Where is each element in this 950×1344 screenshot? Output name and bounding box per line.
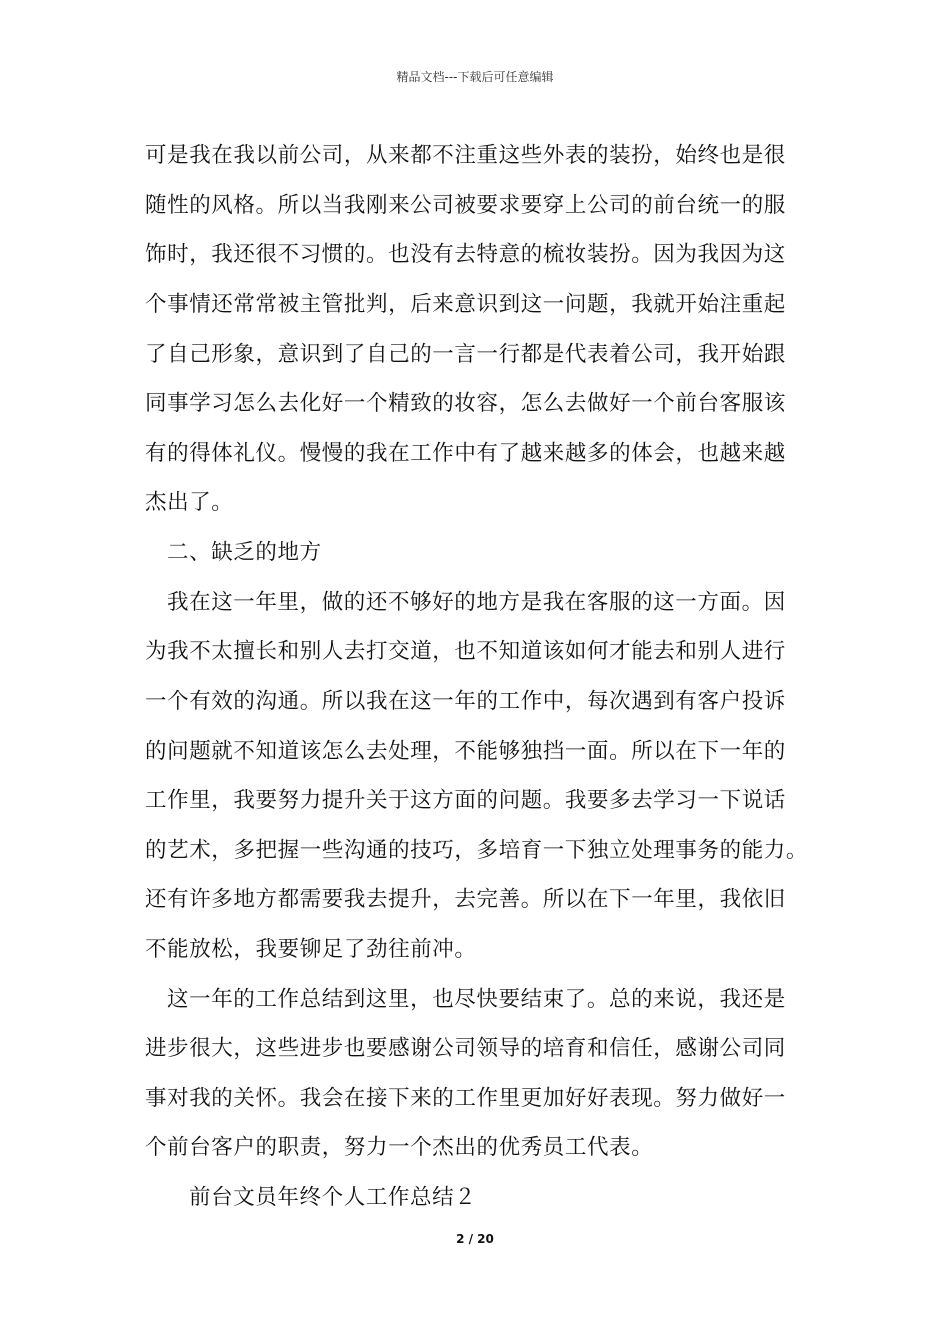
body-line: 一个有效的沟通。所以我在这一年的工作中，每次遇到有客户投诉: [145, 689, 786, 714]
body-line: 这一年的工作总结到这里，也尽快要结束了。总的来说，我还是: [167, 987, 786, 1012]
body-line: 饰时，我还很不习惯的。也没有去特意的梳妆装扮。因为我因为这: [145, 242, 786, 267]
body-line: 个事情还常常被主管批判，后来意识到这一问题，我就开始注重起: [145, 292, 786, 317]
body-line: 有的得体礼仪。慢慢的我在工作中有了越来越多的体会，也越来越: [145, 441, 786, 466]
body-line: 进步很大，这些进步也要感谢公司领导的培育和信任，感谢公司同: [145, 1036, 786, 1061]
document-subtitle: 前台文员年终个人工作总结２: [189, 1185, 477, 1210]
body-line: 为我不太擅长和别人去打交道，也不知道该如何才能去和别人进行: [145, 639, 786, 664]
page-header: 精品文档---下载后可任意编辑: [396, 70, 554, 84]
body-line: 事对我的关怀。我会在接下来的工作里更加好好表现。努力做好一: [145, 1086, 786, 1111]
body-line: 同事学习怎么去化好一个精致的妆容，怎么去做好一个前台客服该: [145, 391, 786, 416]
body-line: 个前台客户的职责，努力一个杰出的优秀员工代表。: [145, 1135, 654, 1160]
body-line: 还有许多地方都需要我去提升，去完善。所以在下一年里，我依旧: [145, 887, 786, 912]
body-line: 我在这一年里，做的还不够好的地方是我在客服的这一方面。因: [167, 590, 786, 615]
body-line: 杰出了。: [145, 490, 234, 515]
body-line: 不能放松，我要铆足了劲往前冲。: [145, 937, 477, 962]
page-number: 2 / 20: [456, 1232, 494, 1246]
body-line: 了自己形象，意识到了自己的一言一行都是代表着公司，我开始跟: [145, 342, 786, 367]
body-line: 可是我在我以前公司，从来都不注重这些外表的装扮，始终也是很: [145, 143, 786, 168]
body-line: 工作里，我要努力提升关于这方面的问题。我要多去学习一下说话: [145, 788, 786, 813]
body-line: 的问题就不知道该怎么去处理，不能够独挡一面。所以在下一年的: [145, 739, 786, 764]
body-line: 随性的风格。所以当我刚来公司被要求要穿上公司的前台统一的服: [145, 193, 786, 218]
section-heading: 二、缺乏的地方: [167, 540, 322, 565]
body-line: 的艺术，多把握一些沟通的技巧，多培育一下独立处理事务的能力。: [145, 838, 809, 863]
